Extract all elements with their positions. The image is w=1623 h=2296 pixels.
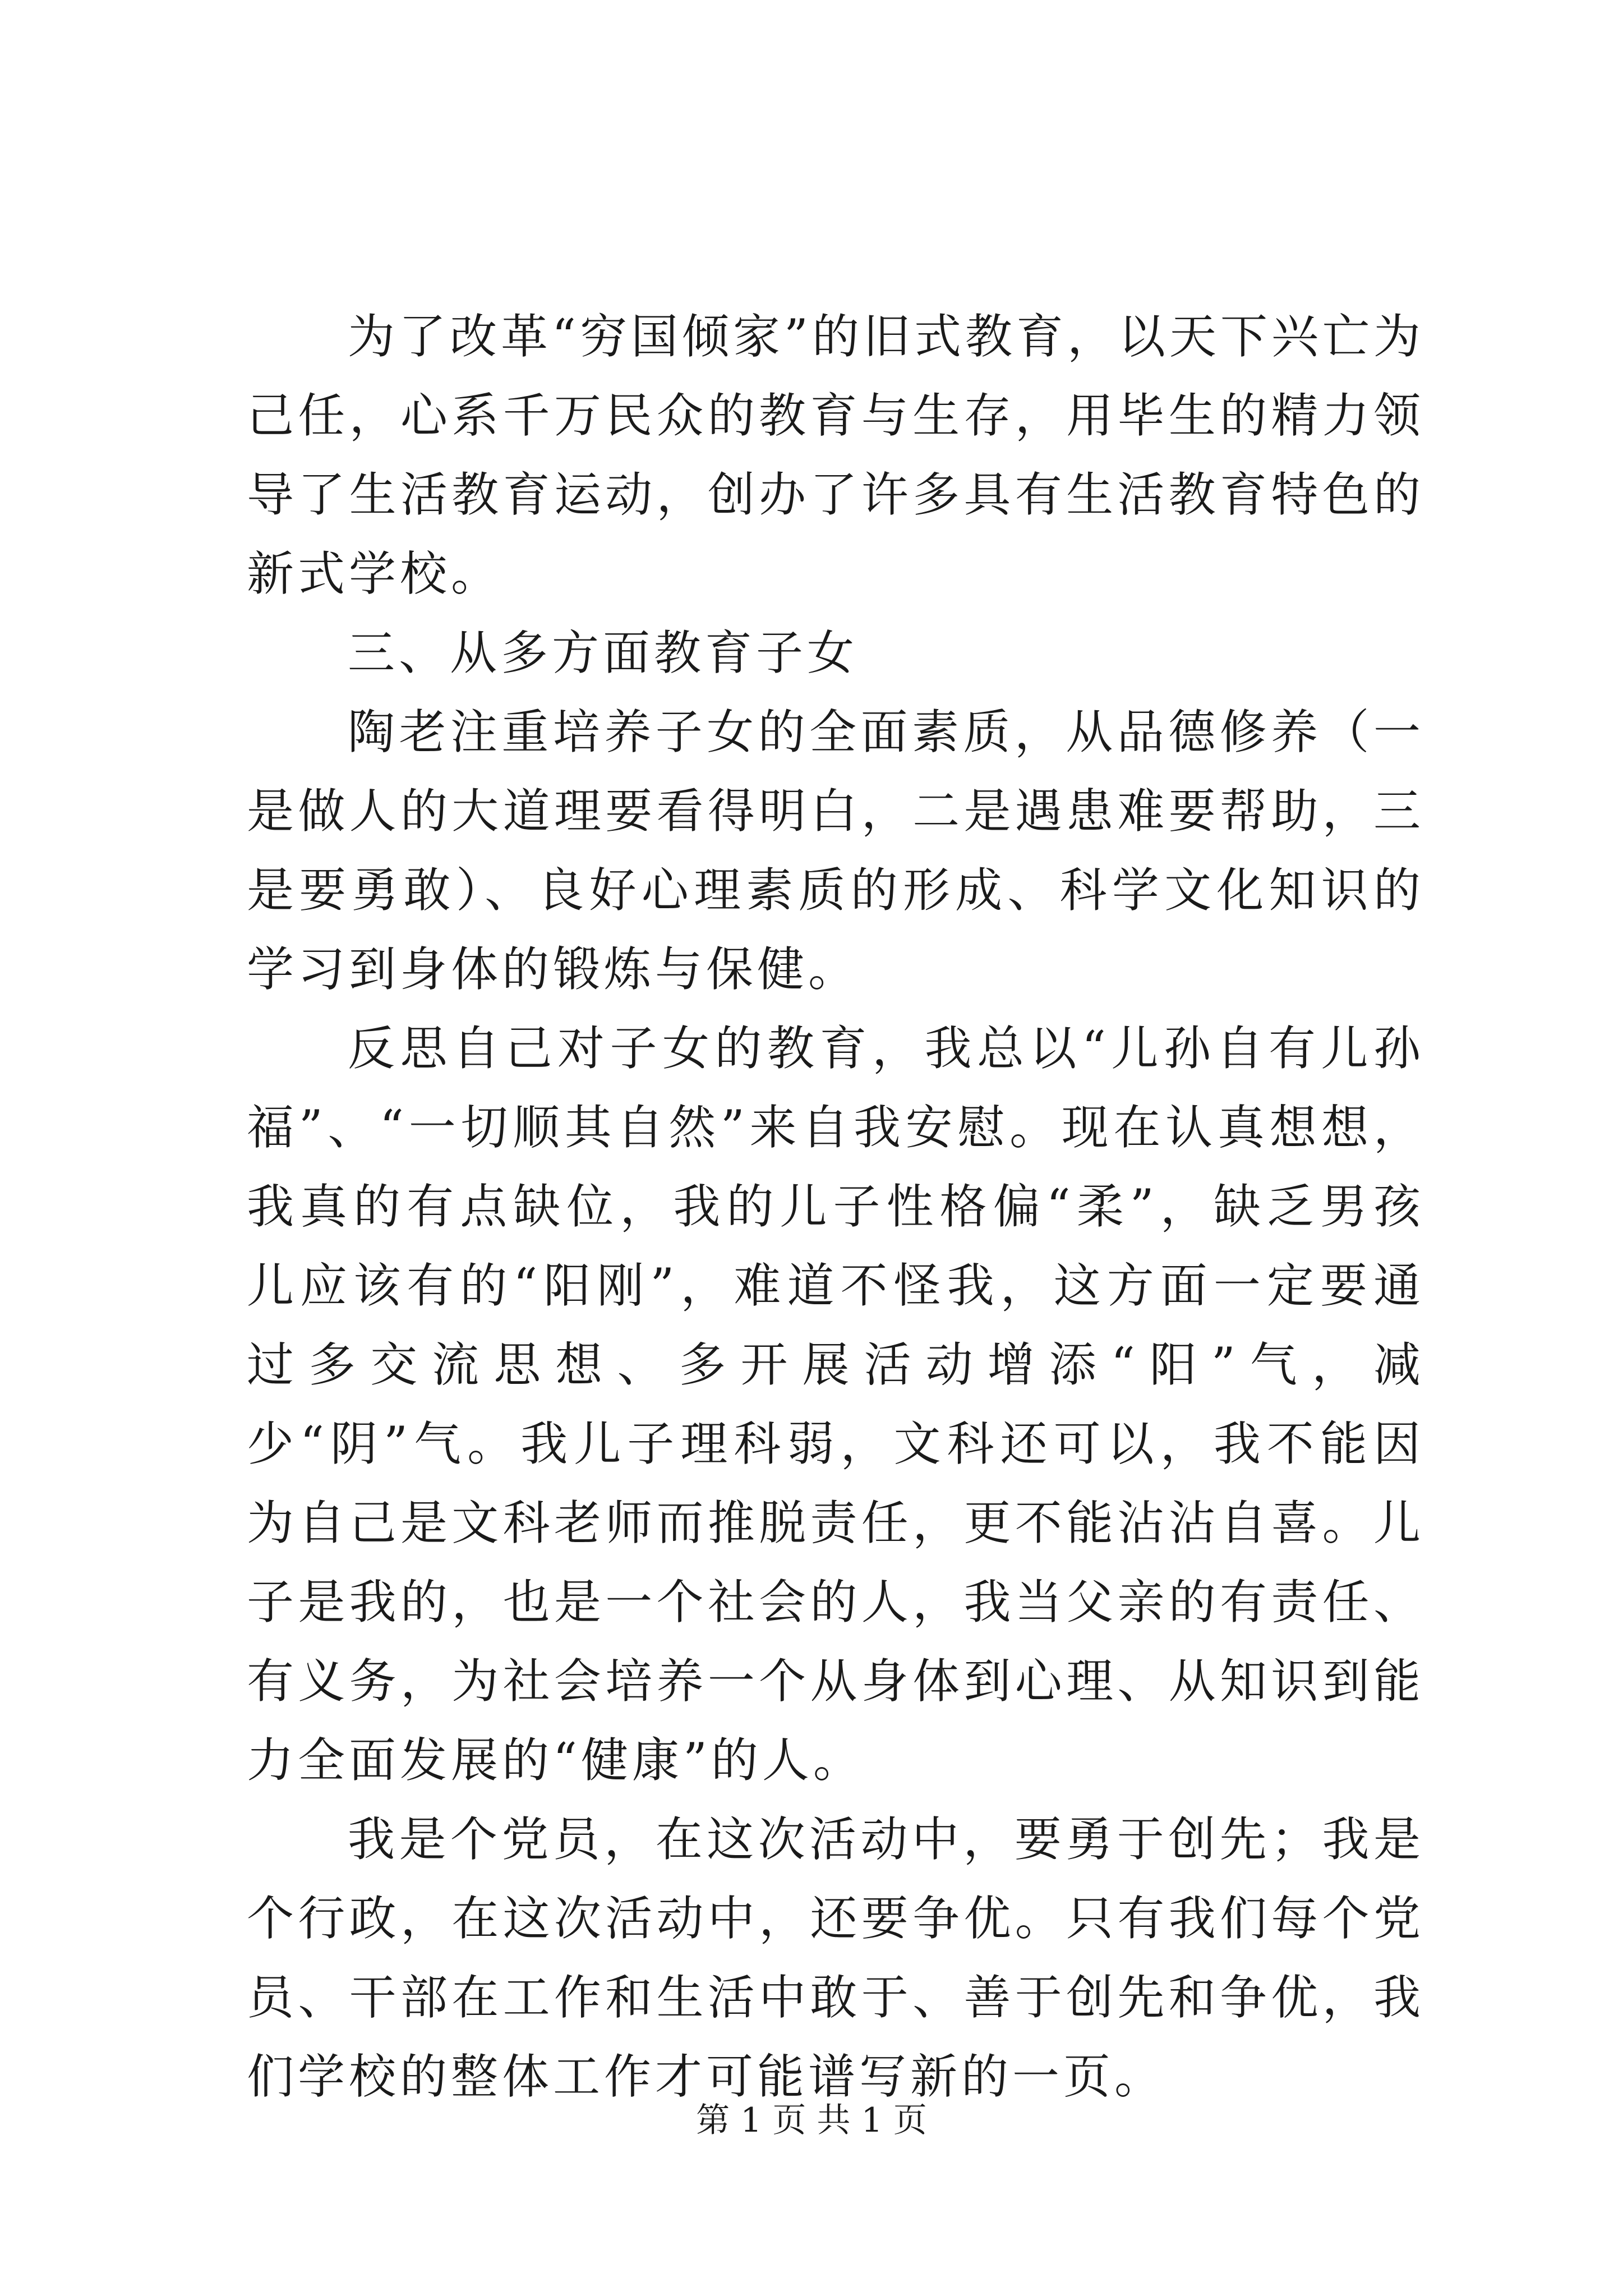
section-heading-educate-children: 三、从多方面教育子女	[348, 625, 859, 680]
paragraph-party-member: 我是个党员，在这次活动中，要勇于创先；我是个行政，在这次活动中，还要争优。只有我们每个党员、干部在工作和生活中敢于、善于创先和争优，我们学校的整体工作才可能谱写新的一页。	[247, 1812, 1424, 2104]
document-body	[247, 297, 1424, 2116]
paragraph-self-reflection: 反思自己对子女的教育，我总以“儿孙自有儿孙福”、“一切顺其自然”来自我安慰。现在认真想想，我真的有点缺位，我的儿子性格偏“柔”，缺乏男孩儿应该有的“阳刚”，难道不怪我，这方面一定要通过多交流思想、多开展活动增添“阳”气，减少“阴”气。我儿子理科弱，文科还可以，我不能因为自己是文科老师而推脱责任，更不能沾沾自喜。儿子是我的，也是一个社会的人，我当父亲的有责任、有义务，为社会培养一个从身体到心理、从知识到能力全面发展的“健康”的人。	[247, 1021, 1424, 1788]
paragraph-reform-education: 为了改革“穷国倾家”的旧式教育，以天下兴亡为己任，心系千万民众的教育与生存，用毕生的精力领导了生活教育运动，创办了许多具有生活教育特色的新式学校。	[247, 309, 1424, 601]
page-number-footer: 第 1 页 共 1 页	[696, 2101, 927, 2140]
paragraph-overall-quality: 陶老注重培养子女的全面素质，从品德修养（一是做人的大道理要看得明白，二是遇患难要帮助，三是要勇敢）、良好心理素质的形成、科学文化知识的学习到身体的锻炼与保健。	[247, 705, 1424, 997]
